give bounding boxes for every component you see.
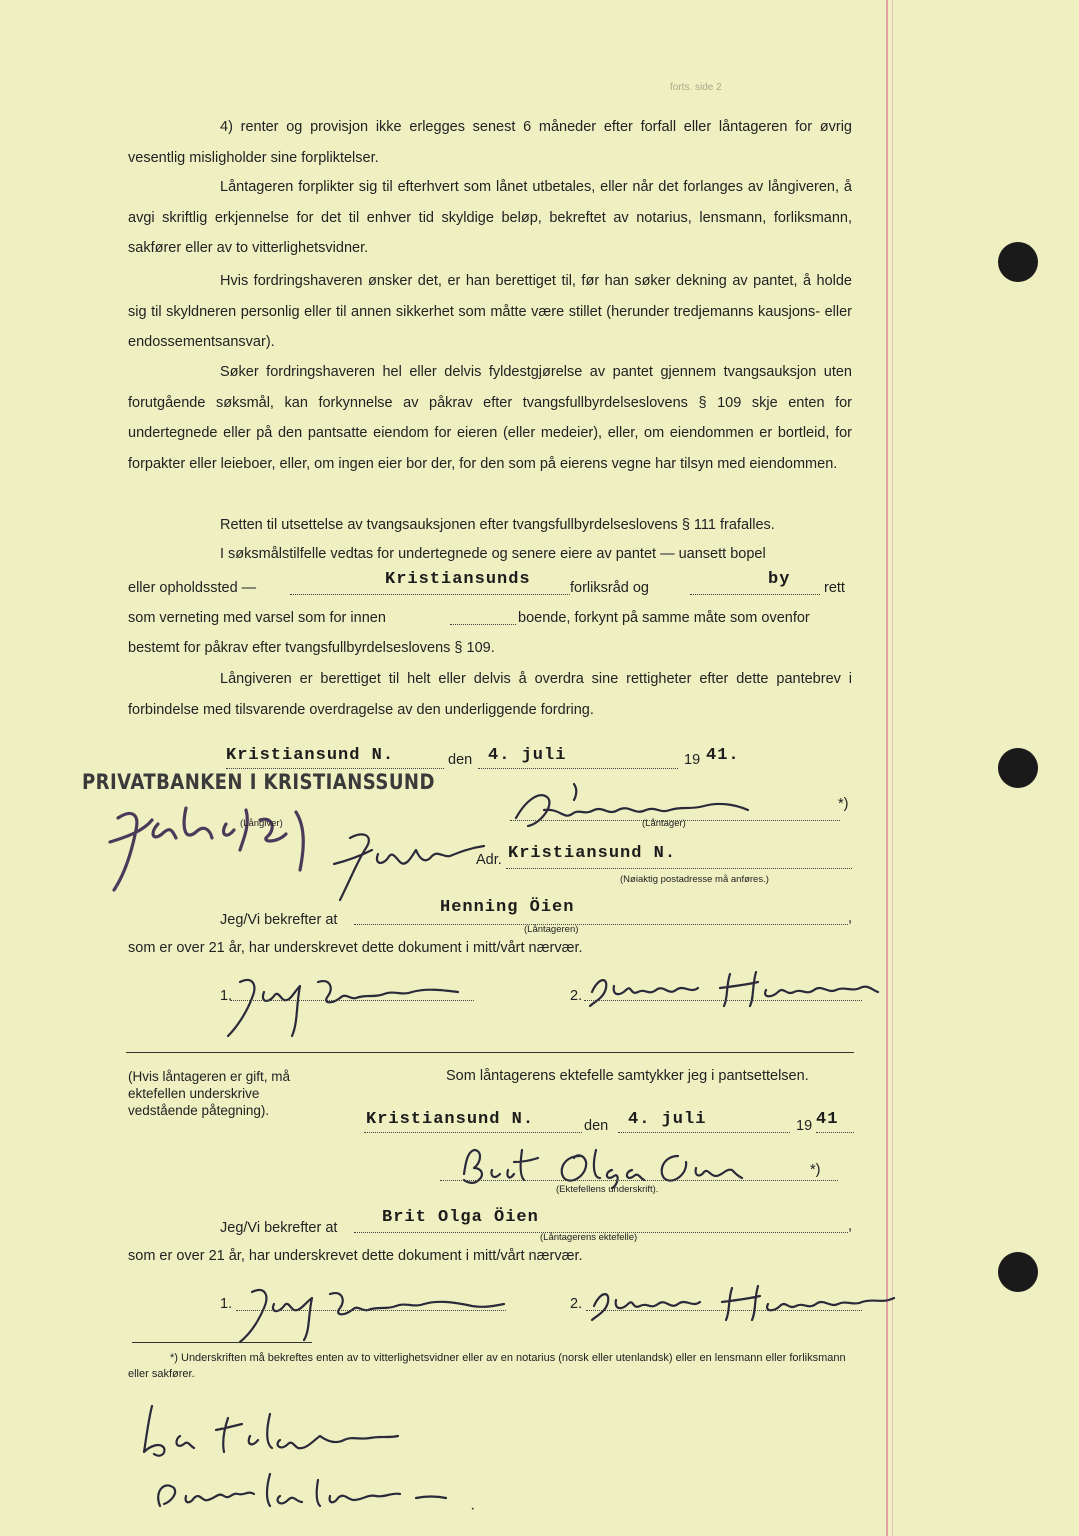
fill-line (584, 1000, 862, 1001)
fill-line (586, 1310, 862, 1311)
confirm-suffix: som er over 21 år, har underskrevet dette dokument i mitt/vårt nærvær. (128, 940, 583, 956)
registrar-handwriting (130, 1396, 590, 1526)
fill-line (364, 1132, 582, 1133)
fill-line (290, 594, 570, 595)
fill-line (236, 1310, 506, 1311)
fill-line (618, 1132, 790, 1133)
fill-line (230, 1000, 474, 1001)
fill-line (816, 1132, 854, 1133)
paragraph-text: Retten til utsettelse av tvangsauksjonen efter tvangsfullbyrdelseslovens § 111 frafalles. (220, 517, 775, 533)
spouse-den: den (584, 1118, 609, 1134)
comma: , (848, 910, 853, 926)
paragraph-text: Søker fordringshaveren hel eller delvis fyldestgjørelse av pantet gjennem tvangsauksjon uten forutgående søksmål, kan forkynnelse av påkrav efter tvangsfullbyrdelseslovens § 109 skje enten for undertegnede eller på den pantsatte eiendom for eieren (eller medeier), eller, om eiendommen er bortleid, for forpakter eller leieboer, eller, om ingen eier bor der, for den som på eierens vegne har tilsyn med eiendommen. (128, 364, 852, 472)
spouse-witness-2-signature (582, 1276, 902, 1326)
sign-den: den (448, 752, 473, 768)
year-suffix: 41. (706, 746, 740, 765)
confirm-prefix: Jeg/Vi bekrefter at (220, 912, 338, 928)
address-note: (Nøiaktig postadresse må anføres.) (620, 874, 769, 885)
year-prefix: 19 (684, 752, 701, 768)
paragraph-transfer (128, 664, 852, 725)
fill-line (478, 768, 678, 769)
spouse-witness-2-number: 2. (570, 1296, 583, 1312)
borrower-signature (504, 780, 764, 840)
spouse-witness-1-number: 1. (220, 1296, 233, 1312)
lender-signature (100, 790, 350, 900)
fill-line (690, 594, 820, 595)
court-type: by (768, 570, 791, 589)
spouse-signature-label: (Ektefellens underskrift). (556, 1184, 659, 1195)
spouse-asterisk: *) (810, 1162, 821, 1178)
spouse-signature (452, 1140, 832, 1190)
paragraph-postponement (128, 510, 852, 541)
adr-label: Adr. (476, 852, 502, 868)
spouse-place: Kristiansund N. (366, 1110, 535, 1129)
paragraph-forced-auction (128, 357, 852, 479)
spouse-date: 4. juli (628, 1110, 707, 1129)
spouse-confirm-label: (Låntagerens ektefelle) (540, 1232, 638, 1243)
spouse-confirm-prefix: Jeg/Vi bekrefter at (220, 1220, 338, 1236)
witness-2-number: 2. (570, 988, 583, 1004)
venue-prefix: eller opholdssted — (128, 580, 257, 596)
fill-line (354, 924, 848, 925)
witness-2-signature (580, 962, 880, 1012)
venue-mid: forliksråd og (570, 580, 649, 596)
spouse-consent: Som låntagerens ektefelle samtykker jeg i pantsettelsen. (446, 1068, 809, 1084)
spouse-year-suffix: 41 (816, 1110, 839, 1129)
paragraph-personal-liability (128, 266, 852, 358)
paragraph-text: Låntageren forplikter sig til efterhvert som lånet utbetales, eller når det forlanges av långiveren, å avgi skriftlig erkjennelse for det til enhver tid skyldige beløp, bekreftet av notarius, lensmann, forliksmann, sakfører eller av to vitterlighetsvidner. (128, 179, 852, 256)
witness-1-number: 1. (220, 988, 233, 1004)
asterisk-mark: *) (838, 796, 849, 812)
confirm-name: Henning Öien (440, 898, 575, 917)
lantager-label: (Låntager) (642, 818, 686, 829)
venue-line-3b: boende, forkynt på samme måte som ovenfor (518, 610, 810, 626)
paragraph-acknowledgement (128, 172, 852, 264)
paragraph-text: Långiveren er berettiget til helt eller delvis å overdra sine rettigheter efter dette pantebrev i forbindelse med tilsvarende overdragelse av den underliggende fordring. (128, 671, 852, 718)
confirm-label: (Låntageren) (524, 924, 579, 935)
fill-line (506, 868, 852, 869)
punch-hole-icon (998, 242, 1038, 282)
spouse-year-prefix: 19 (796, 1118, 813, 1134)
spouse-witness-1-signature (232, 1276, 512, 1346)
divider-rule (126, 1052, 854, 1053)
spouse-confirm-suffix: som er over 21 år, har underskrevet dette dokument i mitt/vårt nærvær. (128, 1248, 583, 1264)
venue-line-4: bestemt for påkrav efter tvangsfullbyrdelseslovens § 109. (128, 640, 495, 656)
paragraph-text: Hvis fordringshaveren ønsker det, er han berettiget til, før han søker dekning av pantet, å holde sig til skyldneren personlig eller til annen sikkerhet som måtte være stillet (herunder tredjemanns kausjons- eller endossementsansvar). (128, 273, 852, 350)
dot-mark: · (470, 1500, 476, 1517)
fill-line (450, 624, 516, 625)
paragraph-text: 4) renter og provisjon ikke erlegges senest 6 måneder efter forfall eller låntageren for øvrig vesentlig misligholder sine forpliktelser. (128, 119, 852, 166)
court-name: Kristiansunds (385, 570, 531, 589)
comma: , (848, 1218, 853, 1234)
sign-place: Kristiansund N. (226, 746, 395, 765)
borrower-address: Kristiansund N. (508, 844, 677, 863)
footnote-rule (132, 1342, 312, 1343)
fill-line (440, 1180, 838, 1181)
sign-date: 4. juli (488, 746, 567, 765)
witness-1-signature (222, 962, 472, 1042)
spouse-note: (Hvis låntageren er gift, må ektefellen underskrive vedstående påtegning). (128, 1069, 291, 1118)
venue-suffix: rett (824, 580, 845, 596)
paragraph-default-conditions (128, 112, 852, 173)
spouse-confirm-name: Brit Olga Öien (382, 1208, 539, 1227)
venue-line-3a: som verneting med varsel som for innen (128, 610, 386, 626)
punch-hole-icon (998, 1252, 1038, 1292)
faint-header-text: forts. side 2 (670, 82, 722, 93)
footnote: *) Underskriften må bekreftes enten av to vitterlighetsvidner eller av en notarius (norsk eller utenlandsk) eller en lensmann eller forliksmann eller sakfører. (128, 1352, 846, 1380)
punch-hole-icon (998, 748, 1038, 788)
langiver-label: (Långiver) (240, 818, 283, 829)
bank-stamp: PRIVATBANKEN I KRISTIANSSUND (82, 770, 435, 794)
fill-line (226, 768, 444, 769)
venue-line-1: I søksmålstilfelle vedtas for undertegnede og senere eiere av pantet — uansett bopel (220, 546, 766, 562)
